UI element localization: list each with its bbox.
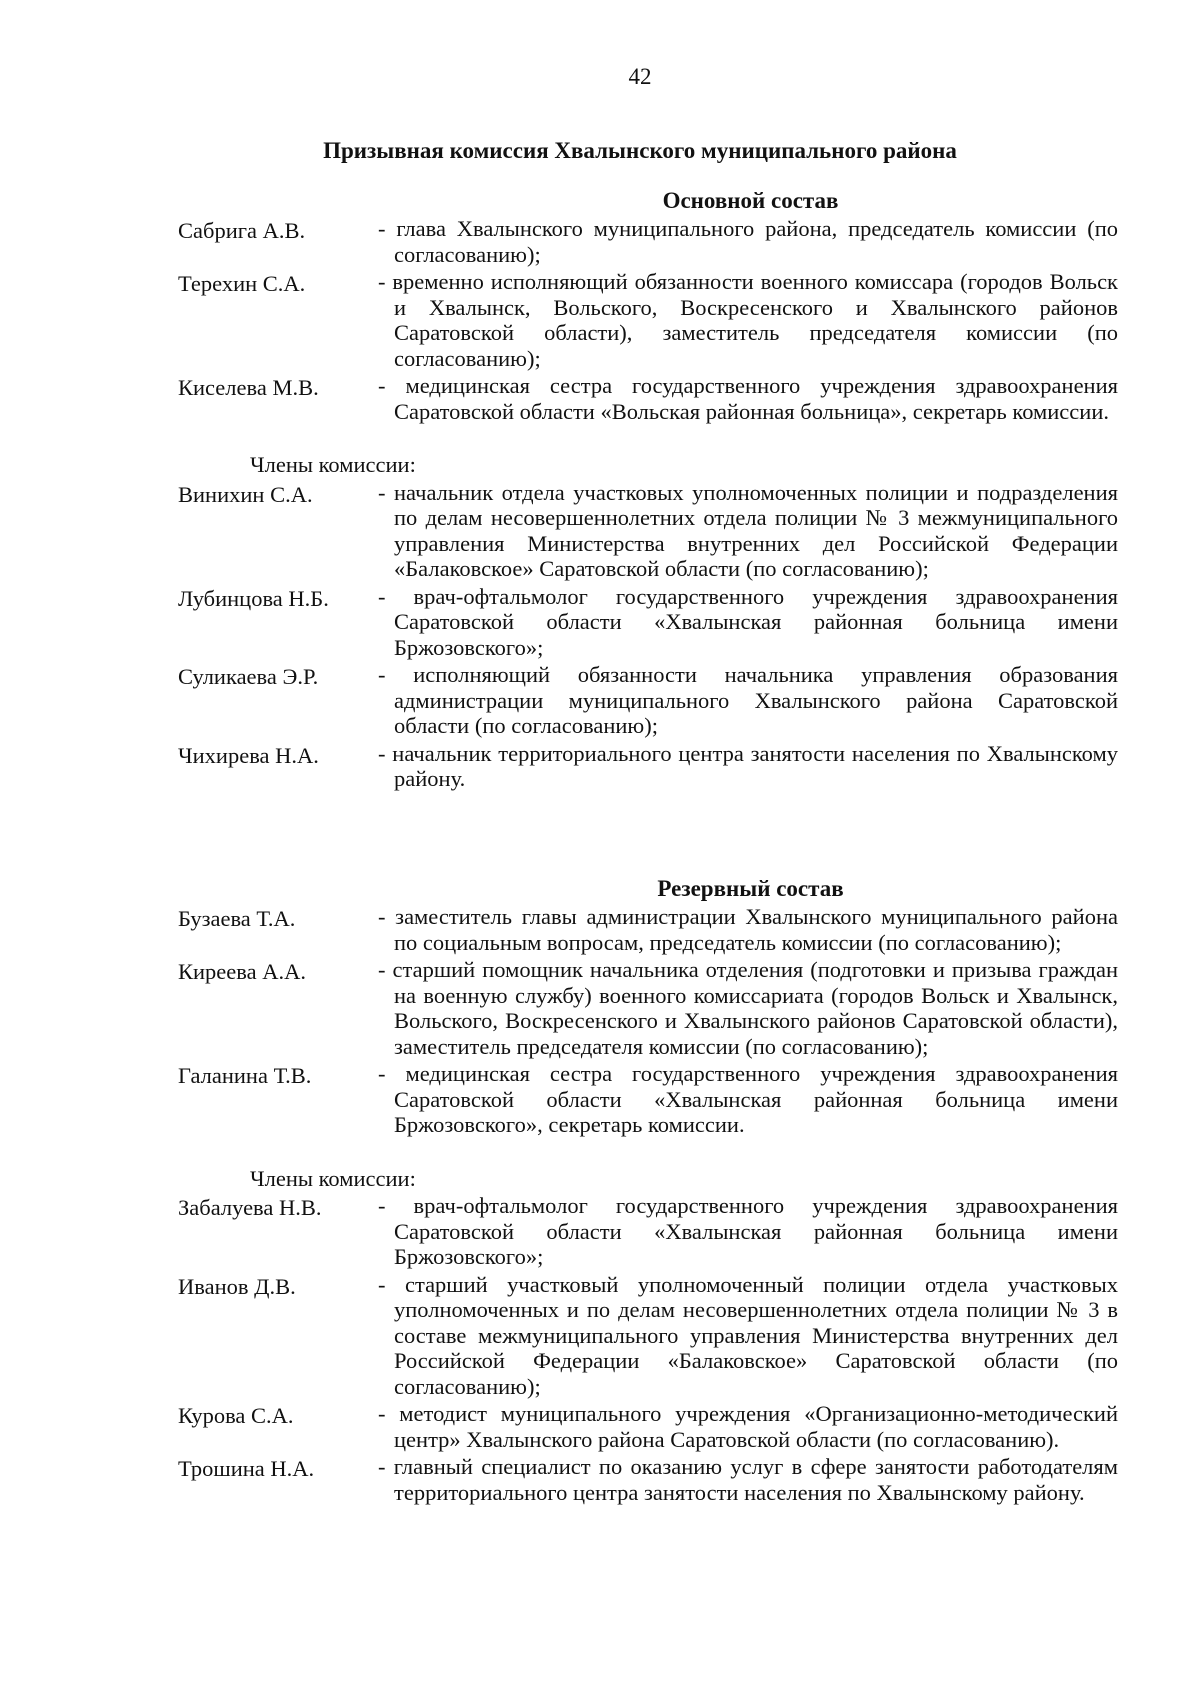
- member-role: - методист муниципального учреждения «Организационно-методический центр» Хвалынского района Саратовской области (по согласованию).: [378, 1401, 1118, 1452]
- member-role: - медицинская сестра государственного учреждения здравоохранения Саратовской области «Вольская районная больница», секретарь комиссии.: [378, 373, 1118, 424]
- member-role: - медицинская сестра государственного учреждения здравоохранения Саратовской области «Хвалынская районная больница имени Бржозовского», секретарь комиссии.: [378, 1061, 1118, 1137]
- member-name: Забалуева Н.В.: [178, 1195, 322, 1220]
- member-name: Сабрига А.В.: [178, 218, 306, 243]
- list-item: [178, 1061, 1118, 1138]
- members-label: Члены комиссии:: [250, 452, 416, 477]
- member-role: - главный специалист по оказанию услуг в сфере занятости работодателям территориального центра занятости населения по Хвалынскому району.: [378, 1454, 1118, 1505]
- list-item: [178, 480, 1118, 582]
- spacer: [178, 1138, 1118, 1166]
- member-name: Киреева А.А.: [178, 959, 306, 984]
- list-item: [178, 1401, 1118, 1452]
- member-role: - глава Хвалынского муниципального района, председатель комиссии (по согласованию);: [378, 216, 1118, 267]
- main-composition-section: [178, 188, 1118, 792]
- member-name: Винихин С.А.: [178, 481, 313, 507]
- member-name: Иванов Д.В.: [178, 1273, 296, 1299]
- list-item: [178, 1193, 1118, 1270]
- spacer: [178, 424, 1118, 452]
- member-name: Чихирева Н.А.: [178, 742, 319, 768]
- member-name: Курова С.А.: [178, 1403, 294, 1428]
- member-role: - начальник территориального центра занятости населения по Хвалынскому району.: [378, 740, 1118, 791]
- members-label: Члены комиссии:: [250, 1165, 416, 1191]
- reserve-composition-heading: Резервный состав: [657, 876, 844, 901]
- reserve-composition-section: [178, 876, 1118, 1505]
- member-role: - начальник отдела участковых уполномоченных полиции и подразделения по делам несовершеннолетних отдела полиции № 3 межмуниципального управления Министерства внутренних дел Российской Федерации «Балаковское» Саратовской области (по согласованию);: [378, 479, 1118, 581]
- member-role: - врач-офтальмолог государственного учреждения здравоохранения Саратовской области «Хвалынская районная больница имени Бржозовского»;: [378, 583, 1118, 660]
- member-name: Терехин С.А.: [178, 271, 306, 296]
- list-item: [178, 904, 1118, 955]
- member-role: - старший помощник начальника отделения (подготовки и призыва граждан на военную службу) военного комиссариата (городов Вольск и Хвалынск, Вольского, Воскресенского и Хвалынского районов Саратовской области), заместитель председателя комиссии (по согласованию);: [378, 957, 1118, 1059]
- list-item: [178, 373, 1118, 424]
- member-name: Суликаева Э.Р.: [178, 664, 319, 689]
- member-role: - старший участковый уполномоченный полиции отдела участковых уполномоченных и по делам несовершеннолетних отдела полиции № 3 в составе межмуниципального управления Министерства внутренних дел Российской Федерации «Балаковское» Саратовской области (по согласованию);: [378, 1271, 1118, 1399]
- main-composition-heading: Основной состав: [662, 188, 839, 213]
- list-item: [178, 1454, 1118, 1505]
- list-item: [178, 584, 1118, 661]
- member-name: Лубинцова Н.Б.: [178, 585, 329, 611]
- member-name: Трошина Н.А.: [178, 1456, 315, 1481]
- list-item: [178, 741, 1118, 792]
- member-role: - врач-офтальмолог государственного учреждения здравоохранения Саратовской области «Хвалынская районная больница имени Бржозовского»;: [378, 1193, 1118, 1269]
- member-name: Бузаева Т.А.: [178, 906, 296, 931]
- member-role: - исполняющий обязанности начальника управления образования администрации муниципального Хвалынского района Саратовской области (по согласованию);: [378, 662, 1118, 738]
- page-number: 42: [628, 64, 652, 89]
- member-role: - временно исполняющий обязанности военного комиссара (городов Вольск и Хвалынск, Вольского, Воскресенского и Хвалынского районов Саратовской области), заместитель председателя комиссии (по согласованию);: [378, 269, 1118, 371]
- document-title: Призывная комиссия Хвалынского муниципального района: [323, 138, 957, 163]
- member-role: - заместитель главы администрации Хвалынского муниципального района по социальным вопросам, председатель комиссии (по согласованию);: [378, 904, 1118, 955]
- list-item: [178, 216, 1118, 267]
- member-name: Галанина Т.В.: [178, 1063, 312, 1088]
- list-item: [178, 1272, 1118, 1400]
- list-item: [178, 662, 1118, 739]
- list-item: [178, 957, 1118, 1059]
- member-name: Киселева М.В.: [178, 375, 319, 400]
- list-item: [178, 269, 1118, 371]
